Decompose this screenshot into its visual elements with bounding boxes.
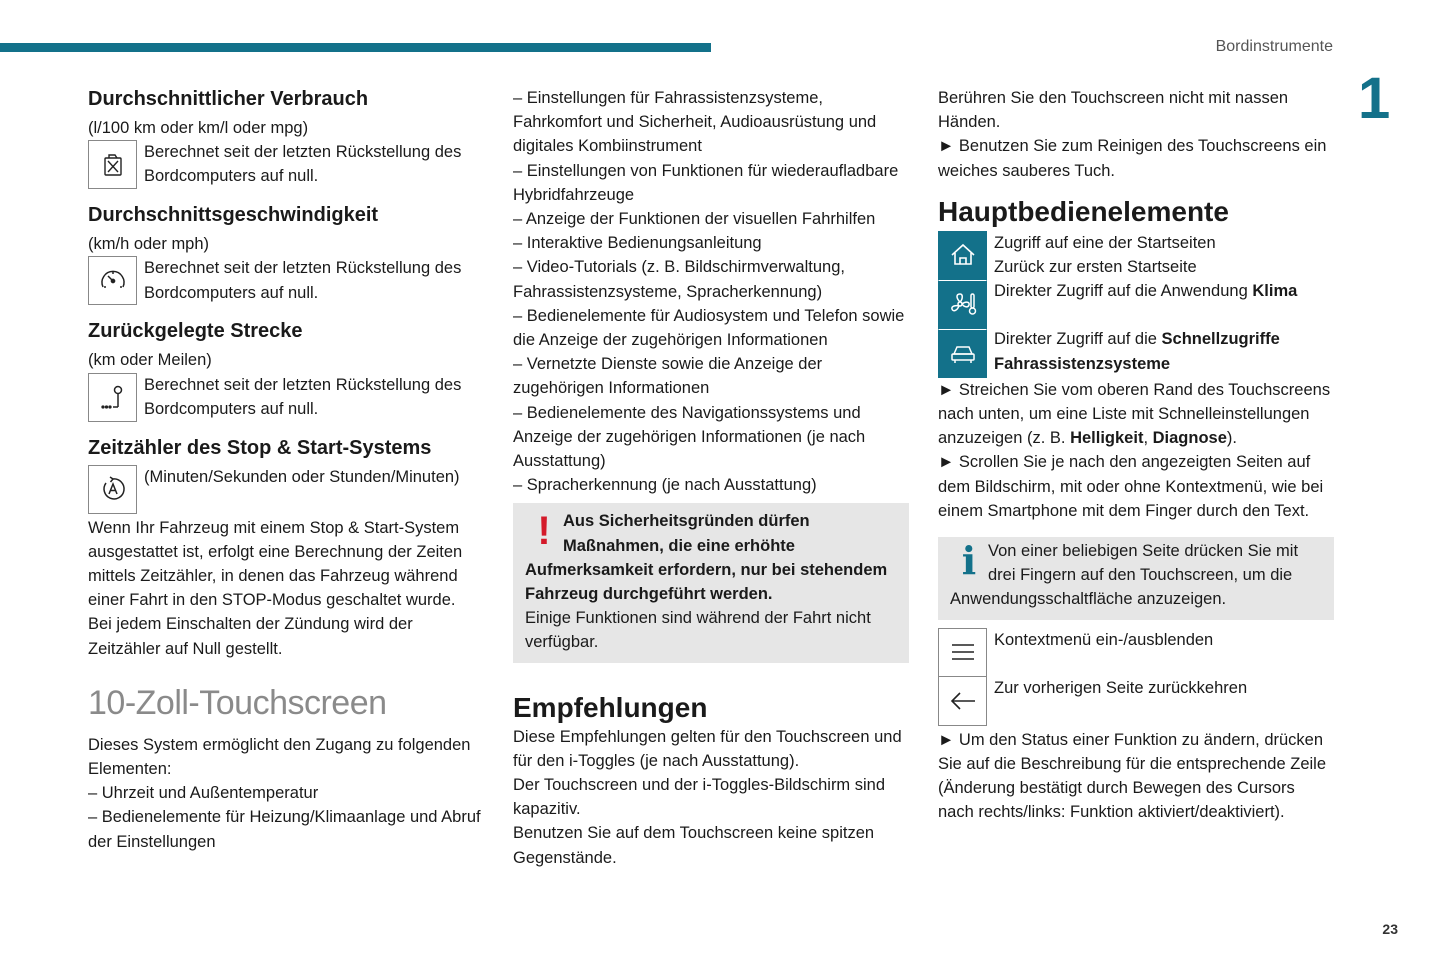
list-item: – Interaktive Bedienungsanleitung — [513, 234, 762, 253]
list-item: – Einstellungen von Funktionen für wiederaufladbare Hybridfahrzeuge — [513, 161, 899, 204]
home-desc-2: Zurück zur ersten Startseite — [994, 258, 1197, 277]
main-controls-icons — [938, 231, 987, 378]
desc-distance: Berechnet seit der letzten Rückstellung des Bordcomputers auf null. — [144, 375, 462, 418]
info-box — [938, 537, 1334, 620]
touchscreen-title: 10-Zoll-Touchscreen — [88, 683, 387, 722]
fuel-consumption-icon — [88, 140, 137, 189]
heading-avg-consumption: Durchschnittlicher Verbrauch — [88, 88, 369, 110]
nav-icons — [938, 628, 987, 726]
swipe-paragraph — [938, 378, 1334, 451]
item-avg-speed — [88, 256, 483, 305]
desc-avg-consumption: Berechnet seit der letzten Rückstellung des Bordcomputers auf null. — [144, 143, 462, 186]
page-number: 23 — [1382, 921, 1398, 937]
chapter-number: 1 — [1358, 66, 1391, 131]
safety-warning-box — [513, 503, 909, 662]
warning-exclamation-icon: ! — [537, 509, 551, 554]
klima-desc-bold: Klima — [1252, 282, 1298, 301]
recommendation-paragraph: Diese Empfehlungen gelten für den Touchscreen und für den i-Toggles (je nach Ausstattung). — [513, 727, 902, 770]
column-1 — [88, 86, 483, 854]
warning-bold-text: Aus Sicherheitsgründen dürfen Maßnahmen, die eine erhöhte Aufmerksamkeit erfordern, nur bei stehendem Fahrzeug durchgeführt werden. — [525, 512, 888, 604]
swipe-bold-brightness: Helligkeit — [1070, 429, 1144, 448]
swipe-text: ► Streichen Sie vom oberen Rand des Touchscreens nach unten, um eine Liste mit Schnelleinstellungen anzuzeigen (z. B. — [938, 380, 1331, 448]
touch-list-item: – Bedienelemente für Heizung/Klimaanlage und Abruf der Einstellungen — [88, 808, 481, 851]
cleaning-paragraph: ► Benutzen Sie zum Reinigen des Touchscreens ein weiches sauberes Tuch. — [938, 137, 1327, 180]
main-controls-title: Hauptbedienelemente — [938, 195, 1229, 227]
item-distance — [88, 373, 483, 422]
column-2 — [513, 86, 909, 870]
list-item: – Bedienelemente des Navigationssystems und Anzeige der zugehörigen Informationen (je nach Ausstattung) — [513, 403, 866, 471]
list-item: – Video-Tutorials (z. B. Bildschirmverwaltung, Fahrassistenzsysteme, Spracherkennung) — [513, 258, 845, 301]
list-item: – Vernetzte Dienste sowie die Anzeige der zugehörigen Informationen — [513, 355, 823, 398]
wet-hands-paragraph: Berühren Sie den Touchscreen nicht mit nassen Händen. — [938, 89, 1289, 132]
back-arrow-icon — [938, 677, 987, 726]
home-desc-1: Zugriff auf eine der Startseiten — [994, 233, 1216, 252]
menu-row — [938, 628, 1334, 726]
list-item: – Anzeige der Funktionen der visuellen Fahrhilfen — [513, 210, 876, 229]
driver-assist-desc-bold: Schnellzugriffe Fahrassistenzsysteme — [994, 330, 1280, 373]
swipe-bold-diagnosis: Diagnose — [1152, 429, 1227, 448]
heading-stop-start-timer: Zeitzähler des Stop & Start-Systems — [88, 436, 432, 459]
swipe-separator: , — [1143, 429, 1153, 448]
nav-descriptions — [994, 628, 1334, 700]
unit-distance: (km oder Meilen) — [88, 351, 212, 370]
list-item: – Spracherkennung (je nach Ausstattung) — [513, 476, 817, 495]
info-text: Von einer beliebigen Seite drücken Sie mit drei Fingern auf den Touchscreen, um die Anwendungsschaltfläche anzuzeigen. — [950, 542, 1299, 609]
section-label: Bordinstrumente — [1215, 38, 1333, 55]
speedometer-icon — [88, 256, 137, 305]
info-icon: i — [961, 538, 977, 584]
main-controls-descriptions — [994, 231, 1334, 376]
distance-pin-icon — [88, 373, 137, 422]
driver-assist-car-icon — [938, 329, 987, 378]
item-stop-start-timer — [88, 465, 483, 514]
touch-list-item: – Uhrzeit und Außentemperatur — [88, 784, 319, 803]
recommendations-title: Empfehlungen — [513, 691, 708, 723]
desc-avg-speed: Berechnet seit der letzten Rückstellung des Bordcomputers auf null. — [144, 259, 462, 302]
main-controls-group — [938, 231, 1334, 378]
stop-start-paragraph: Wenn Ihr Fahrzeug mit einem Stop & Start-System ausgestattet ist, erfolgt eine Berechnung der Zeiten mittels Zeitzähler, in denen das Fahrzeug während einer Fahrt in den STOP-Modus geschaltet wurde. Bei jedem Einschalten der Zündung wird der Zeitzähler auf Null gestellt. — [88, 518, 463, 658]
scroll-paragraph: ► Scrollen Sie je nach den angezeigten Seiten auf dem Bildschirm, mit oder ohne Kontextmenü, wie bei einem Smartphone mit dem Finger durch den Text. — [938, 453, 1324, 520]
recommendation-paragraph: Benutzen Sie auf dem Touchscreen keine spitzen Gegenstände. — [513, 824, 875, 867]
list-item: – Einstellungen für Fahrassistenzsysteme, Fahrkomfort und Sicherheit, Audioausrüstung und digitales Kombiinstrument — [513, 89, 877, 156]
unit-stop-start-timer: (Minuten/Sekunden oder Stunden/Minuten) — [144, 467, 460, 486]
list-item: – Bedienelemente für Audiosystem und Telefon sowie die Anzeige der zugehörigen Informationen — [513, 306, 905, 350]
unit-avg-speed: (km/h oder mph) — [88, 235, 210, 254]
klima-desc-text: Direkter Zugriff auf die Anwendung — [994, 282, 1253, 301]
home-icon — [938, 231, 987, 280]
touchscreen-intro: Dieses System ermöglicht den Zugang zu folgenden Elementen: — [88, 735, 471, 779]
warning-text: Einige Funktionen sind während der Fahrt nicht verfügbar. — [525, 609, 871, 652]
recommendation-paragraph: Der Touchscreen und der i-Toggles-Bildschirm sind kapazitiv. — [513, 776, 886, 819]
unit-avg-consumption: (l/100 km oder km/l oder mpg) — [88, 119, 309, 137]
stop-start-icon — [88, 465, 137, 514]
heading-distance: Zurückgelegte Strecke — [88, 320, 303, 343]
menu-desc: Kontextmenü ein-/ausblenden — [994, 630, 1214, 649]
climate-fan-icon — [938, 280, 987, 329]
menu-icon — [938, 628, 987, 677]
status-paragraph: ► Um den Status einer Funktion zu ändern, drücken Sie auf die Beschreibung für die entsprechende Zeile (Änderung bestätigt durch Bewegen des Cursors nach rechts/links: Funktion aktiviert/deaktiviert). — [938, 730, 1326, 822]
klima-desc — [994, 279, 1334, 303]
item-avg-consumption — [88, 140, 483, 189]
header-accent-bar — [0, 43, 711, 52]
back-desc: Zur vorherigen Seite zurückkehren — [994, 678, 1248, 697]
driver-assist-desc-text: Direkter Zugriff auf die — [994, 330, 1162, 349]
column-3 — [938, 86, 1334, 824]
heading-avg-speed: Durchschnittsgeschwindigkeit — [88, 204, 379, 227]
driver-assist-desc — [994, 327, 1334, 375]
swipe-end: ). — [1226, 429, 1237, 448]
